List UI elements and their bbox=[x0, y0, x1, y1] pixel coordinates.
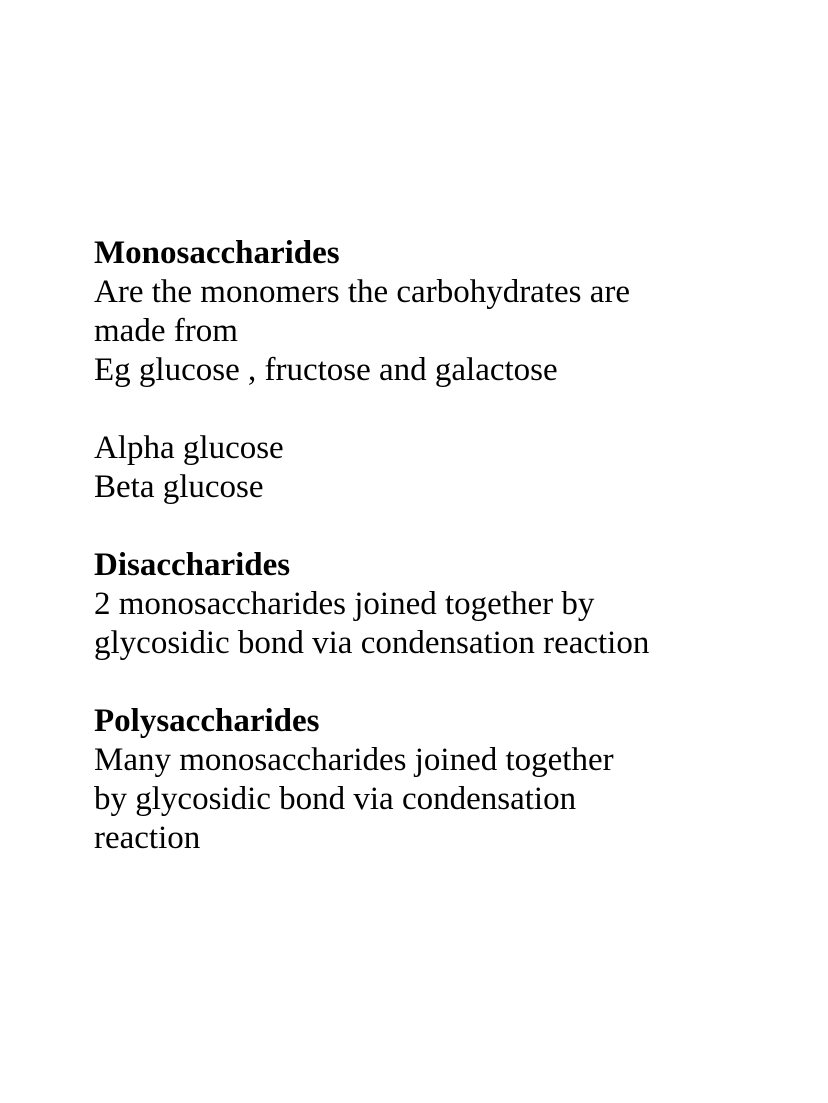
text-line: Are the monomers the carbohydrates are bbox=[94, 274, 631, 310]
notes-body bbox=[94, 234, 794, 858]
text-line: by glycosidic bond via condensation bbox=[94, 781, 577, 817]
polysaccharides-section bbox=[94, 702, 794, 858]
section-heading: Disaccharides bbox=[94, 547, 291, 583]
text-line: 2 monosaccharides joined together by bbox=[94, 586, 595, 622]
disaccharides-section bbox=[94, 546, 794, 663]
paragraph-gap bbox=[94, 663, 794, 702]
text-line: Beta glucose bbox=[94, 469, 264, 505]
glucose-types-section bbox=[94, 429, 794, 507]
text-line: Many monosaccharides joined together bbox=[94, 742, 614, 778]
text-line: Eg glucose , fructose and galactose bbox=[94, 352, 558, 388]
monosaccharides-section bbox=[94, 234, 794, 390]
section-heading: Polysaccharides bbox=[94, 703, 320, 739]
paragraph-gap bbox=[94, 390, 794, 429]
text-line: made from bbox=[94, 313, 238, 349]
text-line: reaction bbox=[94, 820, 201, 856]
paragraph-gap bbox=[94, 507, 794, 546]
text-line: Alpha glucose bbox=[94, 430, 284, 466]
section-heading: Monosaccharides bbox=[94, 235, 340, 271]
text-line: glycosidic bond via condensation reaction bbox=[94, 625, 650, 661]
